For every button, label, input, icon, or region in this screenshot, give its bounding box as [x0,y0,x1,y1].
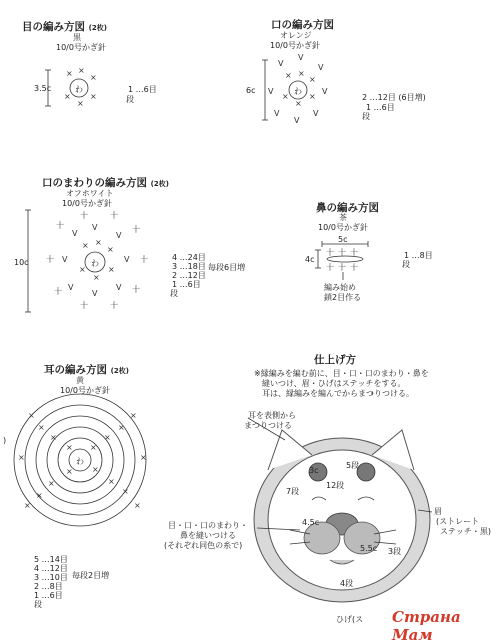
nose-hook: 10/0号かぎ針 [318,223,368,232]
svg-text:十: 十 [80,211,88,220]
svg-text:×: × [66,443,73,452]
svg-text:×: × [78,66,85,75]
svg-text:×: × [64,92,71,101]
svg-text:V: V [92,289,98,298]
label-5-rows: 5段 [346,461,360,470]
svg-text:十: 十 [132,285,140,294]
svg-text:×: × [122,487,129,496]
parts-note-3: (それぞれ同色の糸で) [164,541,243,550]
svg-text:×: × [90,92,97,101]
svg-text:×: × [298,69,305,78]
nose-height: 4c [305,255,315,264]
svg-text:V: V [313,109,319,118]
svg-text:×: × [66,467,73,476]
site-watermark: Страна Мам [392,608,461,644]
parts-note-2: 鼻を縫いつける [180,531,236,540]
svg-text:V: V [62,255,68,264]
svg-text:十: 十 [326,248,334,257]
ear-row-label: 段 [34,600,42,609]
svg-text:V: V [274,109,280,118]
label-4-rows: 4段 [340,579,354,588]
svg-text:V: V [68,283,74,292]
mouth-center-label: わ [294,87,302,96]
svg-text:×: × [90,443,97,452]
svg-text:十: 十 [338,263,346,272]
svg-text:×: × [36,491,43,500]
mouth-color: オレンジ [280,31,312,40]
svg-text:×: × [108,265,115,274]
svg-text:V: V [322,87,328,96]
mouth-around-note: 毎段6目増 [208,263,246,272]
eye-title: 目の編み方図 (2枚) [22,21,107,33]
label-5-5c: 5.5c [360,544,378,553]
ear-note: 毎段2目増 [72,571,110,580]
svg-text:十: 十 [80,301,88,310]
nose-width: 5c [338,235,348,244]
svg-text:V: V [116,283,122,292]
mouth-row-1: 1 …6目 [366,103,395,112]
finishing-title: 仕上げ方 [314,354,356,366]
svg-text:十: 十 [110,301,118,310]
svg-text:V: V [298,53,304,62]
brow-note-3: ステッチ・黒) [440,527,491,536]
eye-center-label: わ [75,85,83,94]
mouth-around-size: 10c [14,258,29,267]
svg-text:十: 十 [46,255,54,264]
whisker-note: ひげ(ス [336,615,364,624]
svg-text:十: 十 [56,221,64,230]
svg-text:×: × [28,411,35,420]
eye-row-1: 1 …6目 [128,85,157,94]
mouth-around-row-label: 段 [170,289,178,298]
mouth-size: 6c [246,86,256,95]
svg-text:V: V [92,223,98,232]
mouth-around-row-3: 3 …18目 [172,262,206,271]
svg-text:V: V [278,59,284,68]
mouth-around-row-1: 1 …6目 [172,280,201,289]
svg-text:×: × [95,238,102,247]
mouth-around-stitch-chart [25,210,148,312]
ear-edge-mark: ) [3,436,7,445]
svg-text:×: × [92,465,99,474]
mouth-row-label: 段 [362,112,370,121]
ear-color: 黄 [76,376,84,385]
label-7-rows: 7段 [286,487,300,496]
svg-text:十: 十 [110,211,118,220]
svg-text:×: × [90,73,97,82]
mouth-around-row-2: 2 …12目 [172,271,206,280]
eye-row-label: 段 [126,95,134,104]
finishing-note-1: ※縁編みを編む前に、目・口・口のまわり・鼻を [254,369,429,378]
ear-hook: 10/0号かぎ針 [60,386,110,395]
svg-text:×: × [50,433,57,442]
mouth-around-center-label: わ [91,259,99,268]
ear-center-label: わ [76,457,84,466]
svg-text:V: V [294,116,300,125]
svg-text:×: × [104,433,111,442]
svg-text:十: 十 [132,225,140,234]
mouth-around-title: 口のまわりの編み方図 (2枚) [42,177,169,189]
label-4-5c: 4.5c [302,518,320,527]
svg-text:×: × [285,71,292,80]
svg-text:×: × [282,92,289,101]
svg-text:×: × [48,479,55,488]
label-3c: 3c [309,466,319,475]
svg-text:十: 十 [140,255,148,264]
eye-size: 3.5c [34,84,52,93]
nose-start-note: 編み始め [324,283,356,292]
svg-text:×: × [18,453,25,462]
parts-note-1: 目・口・口のまわり・ [168,521,248,530]
svg-text:V: V [124,255,130,264]
eye-hook: 10/0号かぎ針 [56,43,106,52]
eye-color: 黒 [73,33,81,42]
svg-text:×: × [77,99,84,108]
ear-row-1: 1 …6目 [34,591,63,600]
svg-text:十: 十 [54,287,62,296]
svg-text:×: × [93,273,100,282]
mouth-title: 口の編み方図 [271,19,334,31]
svg-text:×: × [38,423,45,432]
svg-text:十: 十 [350,248,358,257]
svg-text:×: × [79,265,86,274]
svg-text:十: 十 [350,263,358,272]
ear-title: 耳の編み方図 (2枚) [44,364,129,376]
ear-row-3: 3 …10目 [34,573,68,582]
nose-start-chain: 鎖2目作る [324,293,362,302]
ear-row-5: 5 …14目 [34,555,68,564]
nose-stitch-chart [315,241,368,280]
svg-text:×: × [134,501,141,510]
svg-text:×: × [82,241,89,250]
svg-text:×: × [309,75,316,84]
svg-text:×: × [107,245,114,254]
mouth-hook: 10/0号かぎ針 [270,41,320,50]
label-3-rows: 3段 [388,547,402,556]
svg-text:V: V [268,87,274,96]
svg-text:V: V [318,63,324,72]
mouth-around-hook: 10/0号かぎ針 [62,199,112,208]
svg-text:×: × [118,423,125,432]
eye-stitch-chart [45,66,97,108]
finishing-note-3: 耳は、縁編みを編んでからまつりつける。 [262,389,414,398]
svg-text:V: V [116,231,122,240]
nose-color: 茶 [339,213,347,222]
svg-text:十: 十 [338,248,346,257]
nose-row-1: 1 …8目 [404,251,433,260]
svg-text:×: × [66,69,73,78]
ear-attach-note-2: まつりつける [244,421,292,430]
nose-row-label: 段 [402,260,410,269]
brow-note-2: (ストレート [436,517,480,526]
label-12-rows: 12段 [326,481,345,490]
svg-text:×: × [140,453,147,462]
brow-note-1: 眉 [434,507,442,516]
svg-text:×: × [130,411,137,420]
mouth-around-row-4: 4 …24目 [172,253,206,262]
svg-text:×: × [295,99,302,108]
ear-row-4: 4 …12目 [34,564,68,573]
svg-text:×: × [309,92,316,101]
ear-attach-note-1: 耳を表側から [248,411,296,420]
svg-text:×: × [24,501,31,510]
mouth-around-color: オフホワイト [66,189,114,198]
nose-title: 鼻の編み方図 [316,202,379,214]
svg-text:V: V [72,229,78,238]
svg-text:十: 十 [326,263,334,272]
ear-row-2: 2 …8目 [34,582,63,591]
finishing-note-2: 縫いつけ、眉・ひげはステッチをする。 [262,379,406,388]
svg-text:×: × [108,477,115,486]
mouth-row-2: 2 …12目 (6目増) [362,93,426,102]
